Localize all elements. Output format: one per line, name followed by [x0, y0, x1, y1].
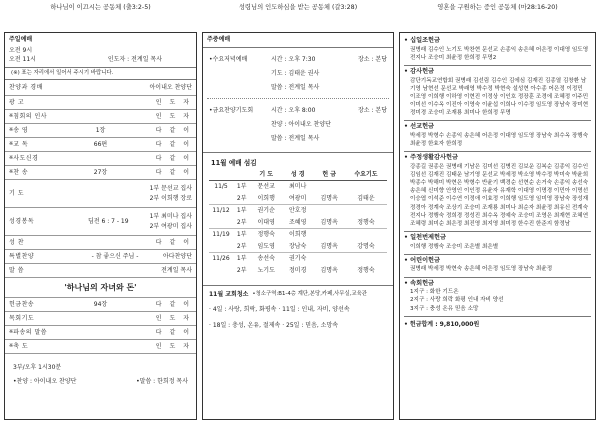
service-row-person: 다 같 이	[155, 329, 192, 336]
col1-title: 하나님이 이끄시는 공동체 (출3:2-5)	[50, 4, 151, 11]
scripture-2: 2부 여광미 집사	[149, 222, 192, 230]
offering-section-title: • 십일조헌금	[404, 37, 440, 44]
service-row	[5, 138, 196, 152]
roster-row	[209, 253, 387, 265]
service-row-label: 축 도	[13, 343, 29, 350]
service-row-detail: 66편	[93, 141, 108, 148]
service-row-person: 다 같 이	[155, 141, 192, 148]
offering-section	[400, 120, 595, 151]
stand-note: (※) 표는 자리에서 일어서 주시기 바랍니다.	[11, 69, 114, 76]
service-row-person: 다 같 이	[155, 127, 192, 134]
prayer-1: 1부 문선교 집사	[149, 184, 192, 192]
service-row-detail: 27장	[93, 169, 108, 176]
chant-right: 다 같 이	[155, 239, 192, 246]
roster-header-cell: 헌 금	[313, 169, 345, 181]
roster-row	[209, 217, 387, 229]
offering-section-title: • 주정생활감사헌금	[404, 154, 458, 162]
roster-cell: 정행숙	[357, 266, 375, 274]
service-row-person: 다 같 이	[155, 301, 192, 308]
service-row-person: 인 도 자	[155, 113, 192, 120]
offering-section	[400, 231, 595, 254]
wed-label: •수요저녁예배	[209, 55, 248, 63]
scripture-label: 성경봉독	[9, 218, 35, 225]
roster-row	[209, 193, 387, 205]
service-row	[5, 166, 196, 180]
col2-title: 성령님의 인도하심을 받는 공동체 (갈3:28)	[238, 4, 358, 11]
roster-cell: 조혜영	[288, 218, 307, 226]
roster-cell	[345, 181, 387, 193]
roster-row	[209, 229, 387, 241]
pm-sermon: •말씀 : 한희정 목사	[136, 377, 188, 385]
service-row	[5, 298, 196, 312]
service-row-person: 인 도 자	[155, 99, 192, 106]
cleaning-label: 11월 교회청소	[209, 290, 249, 298]
service-row-detail: 1장	[95, 127, 106, 134]
offering-section-names: 감단기독교연합회 권병래 김선림 김수인 김에심 김재진 김종열 김창환 남기영 남현선 문선교 박래영 박수정 박현숙 설성현 아수종 어은정 이정민 이조영 이희행 이하영 이현진 이정상 이인호 정장훈 조경에 조혜정 이주민 이미선 이수옥 이진아 이영숙 이윤섭 이희나 이수정 임도영 장남숙 장미현 정미경 조승미 조재룡 최미나 한희정 무명	[410, 77, 589, 117]
roster-cell: 11/5	[214, 183, 228, 191]
offering-section-names: 강종길 권종은 권병래 기남은 김미선 김병진 김보운 김복순 김종익 김수인 김임선 김재진 김태운 남기영 문선교 박세정 박소영 박수정 박미숙 박윤희 박종수 박해미 박현은 박형수 반윤기 백경순 선현순 손거숙 손종익 송선숙 송은혜 신미향 안영인 이인정 유윤자 유재학 이대영 이명경 이민아 이명선 이승엽 이석준 이수연 이정애 이효정 이희행 임도영 임미영 장남숙 장성재 정경아 정계숙 조상기 조승미 조재룡 최미나 최순자 최윤정 최유신 전계숙 전지나 정행숙 정희경 정성진 최수옥 정예숙 조승미 조영은 최재현 조혜연 조혜령 최미순 최은정 최진영 최지영 최미정 한수진 한준지 함정남	[410, 163, 589, 227]
sermon-title: '하나님의 자녀와 돈'	[64, 282, 137, 292]
scripture-1: 1부 최미나 집사	[149, 212, 192, 220]
offering-section-names: 1지구 : 화한 기드온 2지구 : 사랑 희락 화평 인내 자비 양선 3지구 : 충성 온유 믿음 소망	[410, 289, 504, 312]
roster-cell	[313, 229, 345, 241]
roster-cell	[209, 217, 233, 229]
roster-header-cell	[209, 169, 233, 181]
choir-team: 아이내오 찬양단	[149, 84, 192, 91]
service-row	[5, 152, 196, 166]
roster-cell: 김명옥	[320, 266, 338, 274]
offering-section	[400, 277, 595, 316]
fri-time: 시간 : 오후 8:00	[271, 106, 316, 114]
service-roster-table	[209, 169, 387, 277]
offering-section-names: 권병래 김수인 노기도 박찬현 문선교 손종익 송은혜 어은정 이대영 임도영 전지나 조승미 최윤정 한희정 무명2	[410, 46, 589, 61]
service-row	[5, 340, 196, 354]
roster-header-cell: 성 경	[282, 169, 314, 181]
cleaning-desc: •청소구역:B1-4층 계단,본당,카페,사무실,교육관	[252, 291, 368, 298]
fri-label: •금요찬양기도회	[209, 106, 254, 114]
fri-place: 장소 : 본당	[357, 106, 387, 114]
service-row-label: 침회의 인사	[13, 113, 48, 120]
wed-place: 장소 : 본당	[357, 55, 387, 63]
prayer-2: 2부 이희행 장로	[149, 194, 192, 202]
roster-cell: 김명옥	[320, 242, 338, 250]
roster-cell: 정행숙	[250, 229, 282, 241]
roster-row	[209, 241, 387, 253]
sunday-worship-box	[4, 32, 197, 420]
service-row-label: 사도신경	[13, 155, 39, 162]
stand-mark: ※	[9, 113, 14, 119]
chant-label: 성 찬	[9, 239, 24, 246]
weekday-worship-box	[202, 32, 394, 420]
offering-section	[400, 35, 595, 65]
offering-box	[399, 32, 596, 420]
roster-cell: 문선교	[257, 183, 275, 191]
fri-sermon: 말씀 : 전계일 목사	[271, 134, 320, 142]
roster-cell: 권기순	[250, 205, 282, 217]
stand-mark: ※	[9, 141, 14, 147]
time-1: 오전 9시	[9, 46, 33, 54]
col3-title: 영혼을 구원하는 증인 공동체 (마28:16-20)	[437, 4, 558, 11]
roster-cell	[345, 229, 387, 241]
prayer-label: 기 도	[9, 190, 24, 197]
stand-mark: ※	[9, 329, 14, 335]
service-row-label: 광 고	[9, 99, 24, 106]
roster-cell: 1부	[233, 205, 250, 217]
choir-label: 찬양과 경배	[9, 84, 43, 91]
offering-section-names: 권병래 박세정 박현숙 송은혜 어은정 임도영 장남숙 최윤정	[410, 266, 553, 273]
offering-section	[400, 65, 595, 120]
roster-cell: 이대영	[257, 218, 275, 226]
roster-cell: 송선숙	[250, 253, 282, 265]
service-row	[5, 110, 196, 124]
roster-cell: 이희행	[257, 194, 275, 202]
roster-cell	[209, 193, 233, 205]
pm-time: 3부/오후 1시30분	[13, 364, 62, 372]
offering-section-title: • 감사헌금	[404, 67, 435, 75]
offering-section-title: • 일천번제헌금	[404, 233, 446, 241]
roster-cell: 김명옥	[320, 218, 338, 226]
scripture-ref: 딤전 6 : 7 - 19	[87, 218, 129, 225]
cleaning-line1: · 4일 : 사랑, 희락, 화평속 · 11일 : 인내, 자비, 양선속	[209, 306, 350, 314]
service-row-person: 다 같 이	[155, 155, 192, 162]
special-song: - 참 좋으신 주님 -	[91, 253, 139, 260]
offering-section	[400, 151, 595, 231]
roster-cell: 1부	[233, 229, 250, 241]
wed-sermon: 말씀 : 전계일 목사	[271, 83, 320, 91]
roster-cell: 김명옥	[320, 194, 338, 202]
roster-cell: 임도영	[257, 242, 275, 250]
roster-header-cell: 기 도	[250, 169, 282, 181]
roster-cell	[345, 205, 387, 217]
service-row-label: 파송의 말씀	[13, 329, 48, 336]
service-row	[5, 124, 196, 138]
sunday-header: 주일예배	[9, 36, 33, 43]
roster-cell	[209, 241, 233, 253]
order-of-service	[5, 80, 196, 354]
stand-mark: ※	[9, 343, 14, 349]
service-row-person: 다 같 이	[155, 169, 192, 176]
roster-cell: 정행숙	[357, 218, 375, 226]
service-row-label: 송 영	[13, 127, 29, 134]
service-row-label: 헌금찬송	[9, 301, 35, 308]
special-label: 특별찬양	[9, 253, 35, 260]
sermon-label: 말 씀	[9, 267, 24, 274]
roster-header-row	[209, 169, 387, 181]
roster-cell: 정미경	[288, 266, 307, 274]
roster-cell: 강명숙	[357, 242, 375, 250]
roster-cell: 이희행	[282, 229, 314, 241]
roster-cell: 2부	[236, 242, 247, 250]
roster-cell	[313, 205, 345, 217]
stand-mark: ※	[9, 169, 14, 175]
special-team: 아다찬양단	[163, 253, 192, 260]
offering-section-names: 이희행 정행숙 조승미 조은별 최은별	[410, 243, 499, 250]
roster-cell: 김태운	[357, 194, 375, 202]
sermon-preacher: 전계일 목사	[161, 267, 192, 274]
wed-prayer: 기도 : 김태운 권사	[271, 69, 320, 77]
offering-section-title: • 어린이헌금	[404, 256, 440, 264]
roster-cell: 11/19	[209, 229, 233, 241]
roster-cell: 장남숙	[288, 242, 307, 250]
roster-cell: 노기도	[257, 266, 275, 274]
roster-cell: 2부	[236, 266, 247, 274]
roster-cell: 11/26	[209, 253, 233, 265]
service-row-person: 인 도 자	[155, 315, 192, 322]
offering-section-title: • 속회헌금	[404, 279, 435, 287]
roster-cell	[313, 181, 345, 193]
service-row	[5, 96, 196, 110]
service-row	[5, 326, 196, 340]
time-2: 오전 11시	[9, 56, 36, 63]
roster-cell: 안호정	[282, 205, 314, 217]
roster-cell: 권기숙	[282, 253, 314, 265]
pm-praise: •찬양 : 아이내오 찬양단	[13, 377, 77, 385]
service-row-label: 목회기도	[9, 315, 35, 322]
roster-header-cell: 수요기도	[345, 169, 387, 181]
service-row-person: 인 도 자	[155, 343, 192, 350]
stand-mark: ※	[9, 155, 14, 161]
roster-cell: 1부	[236, 183, 247, 191]
roster-cell	[313, 253, 345, 265]
service-row-label: 교 독	[13, 141, 29, 148]
month-title: 11월 예배 섬김	[211, 158, 257, 167]
cleaning-line2: · 18일 : 충성, 온유, 절제속 · 25일 : 믿음, 소망속	[209, 321, 339, 329]
roster-row	[209, 205, 387, 217]
roster-cell: 최미나	[288, 183, 307, 191]
roster-cell: 11/12	[209, 205, 233, 217]
roster-cell: 1부	[233, 253, 250, 265]
service-row	[5, 312, 196, 326]
service-row-detail: 94장	[93, 301, 108, 308]
offering-section-names: 박세정 박형수 손종익 송은혜 어은정 이대영 임도영 장남숙 최수옥 장행숙 최윤정 한효자 한희정	[410, 133, 589, 148]
roster-row	[209, 181, 387, 193]
leader: 인도자 : 전계일 목사	[107, 56, 162, 63]
roster-cell: 2부	[236, 194, 247, 202]
service-row-label: 찬 송	[13, 169, 29, 176]
offering-section	[400, 254, 595, 277]
offering-total: • 헌금합계 : 9,810,000원	[404, 320, 480, 328]
roster-header-cell	[233, 169, 250, 181]
roster-cell	[209, 265, 233, 277]
stand-mark: ※	[9, 127, 14, 133]
roster-cell: 여광미	[288, 194, 307, 202]
weekday-header: 주중예배	[207, 36, 231, 43]
fri-praise: 찬양 : 아이내오 찬양단	[271, 120, 331, 128]
wed-time: 시간 : 오후 7:30	[271, 55, 316, 63]
roster-row	[209, 265, 387, 277]
roster-cell	[345, 253, 387, 265]
roster-cell: 2부	[236, 218, 247, 226]
offering-section-title: • 선교헌금	[404, 123, 435, 131]
